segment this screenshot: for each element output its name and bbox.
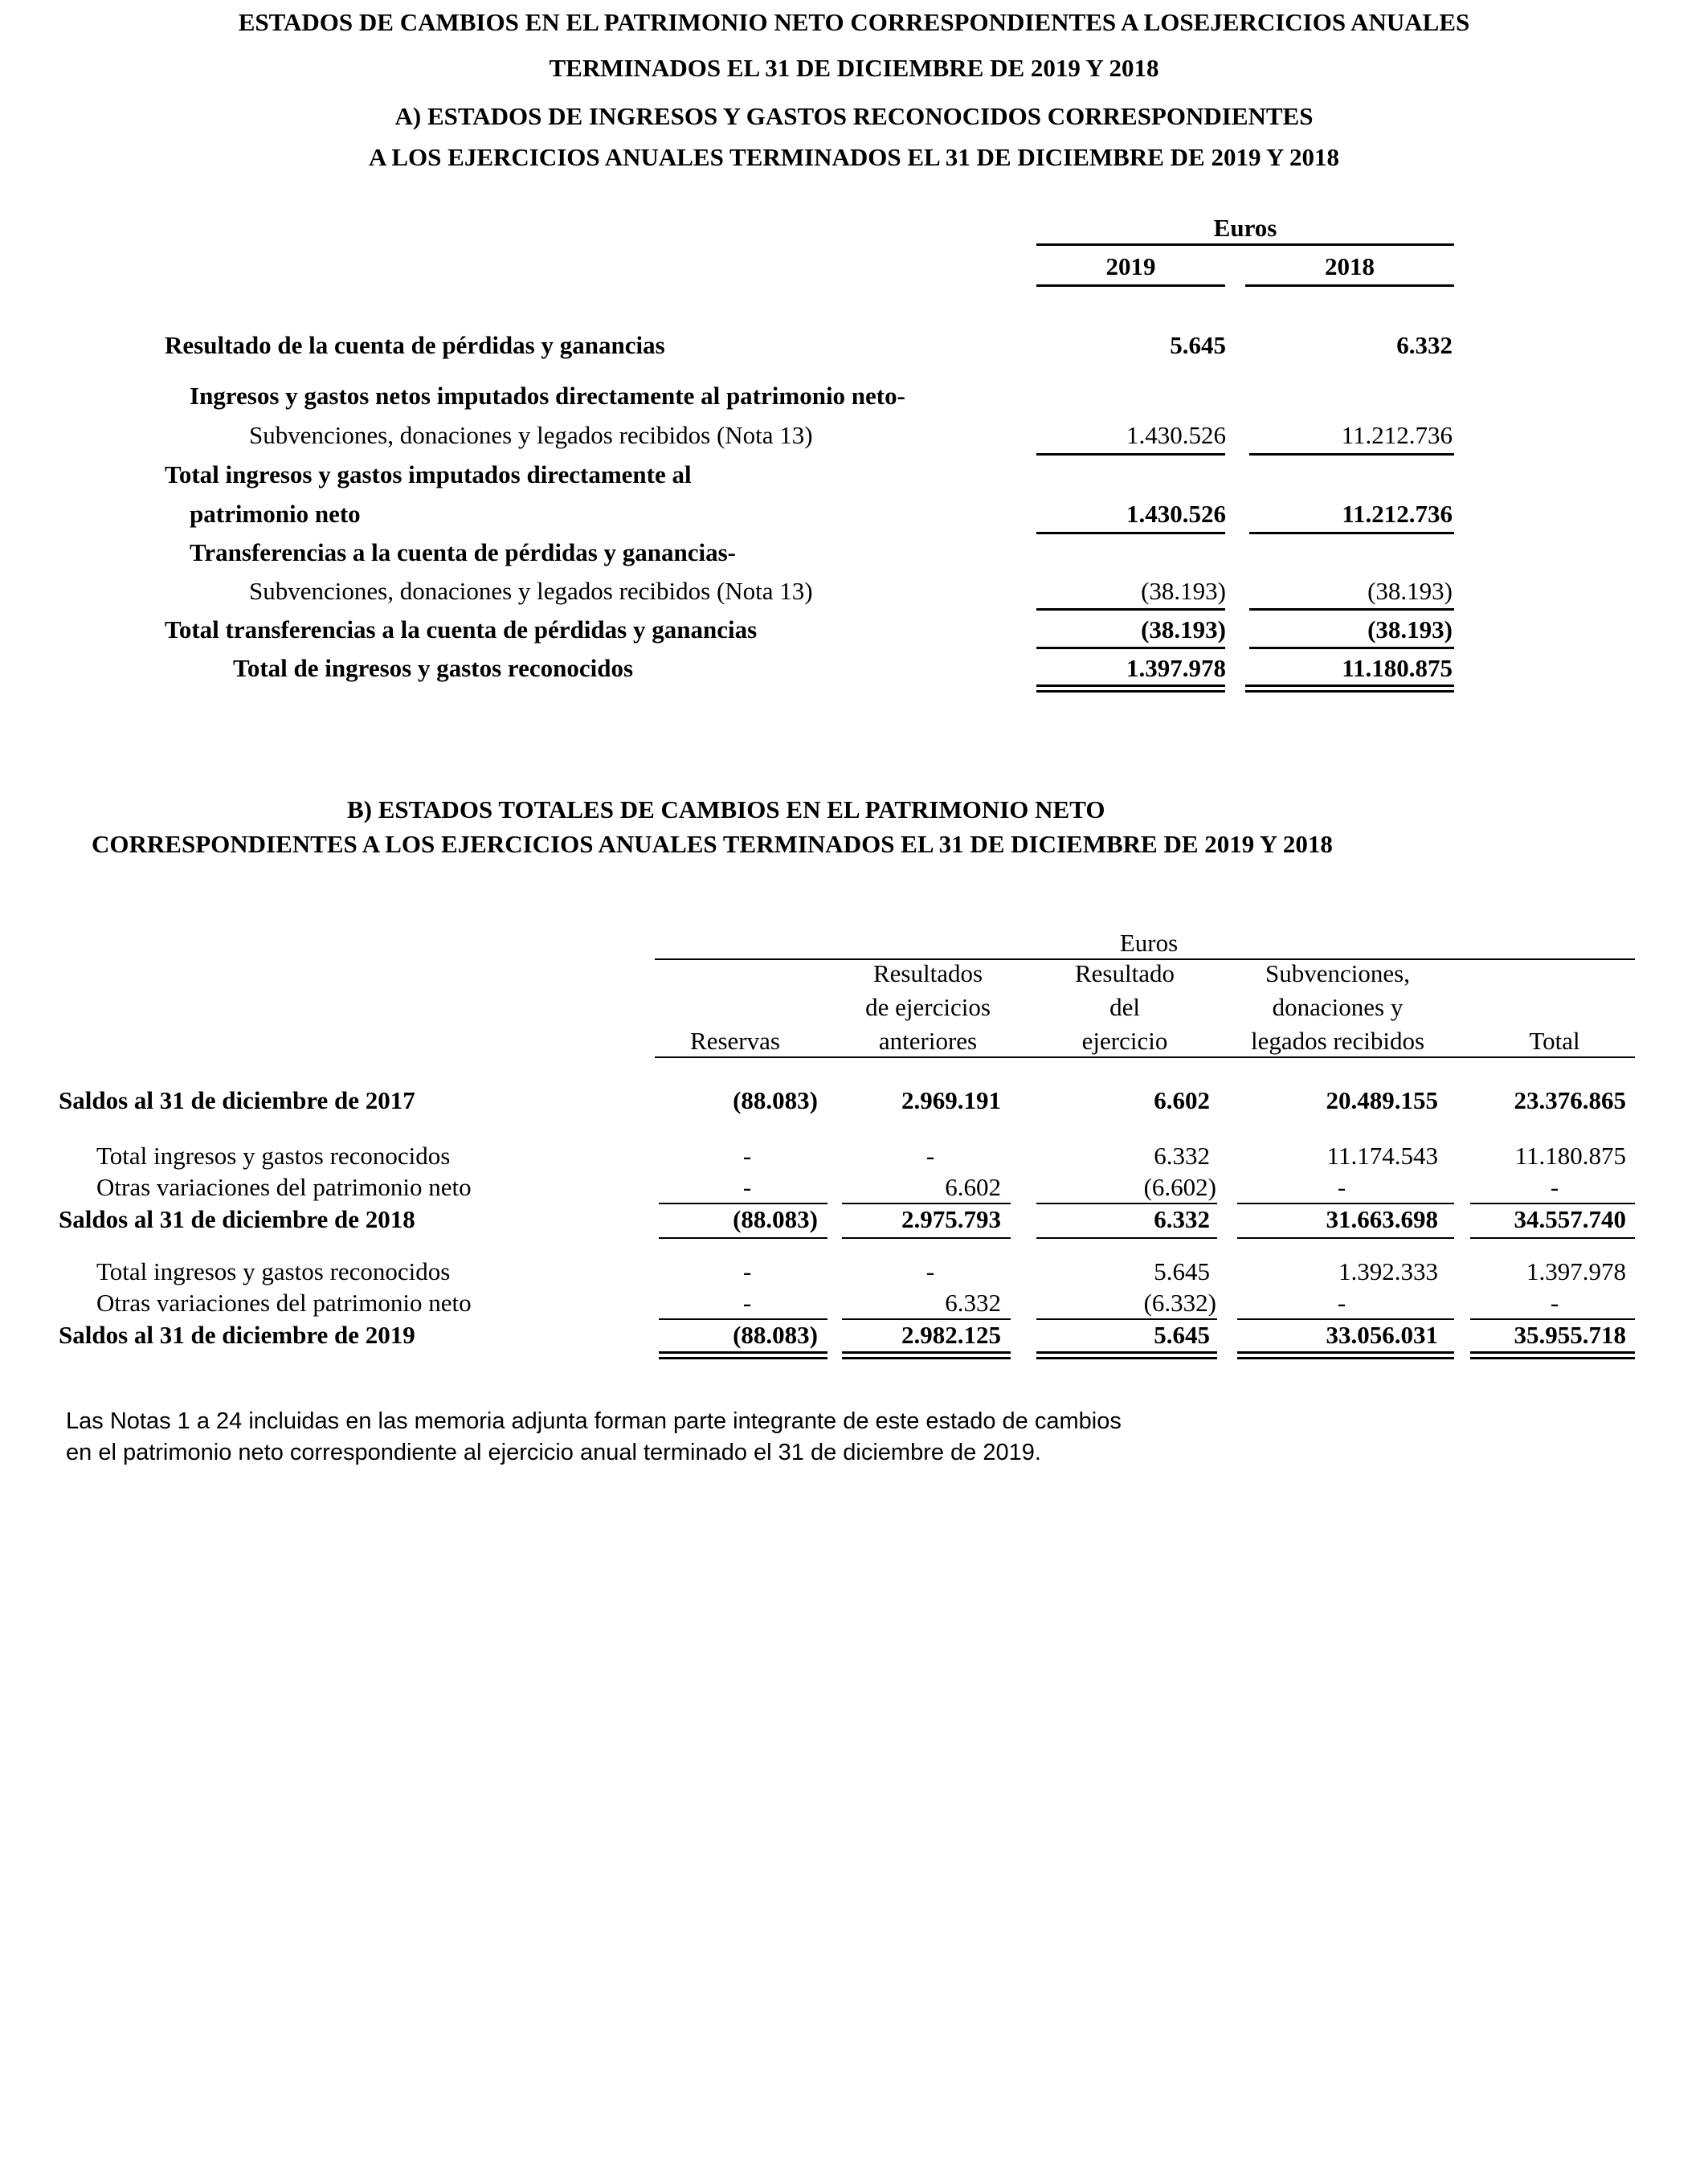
- cell-total: -: [1550, 1173, 1559, 1201]
- cell-subvenciones: 1.392.333: [1338, 1257, 1438, 1285]
- row-value-2019: (38.193): [1141, 577, 1226, 605]
- divider: [1237, 1203, 1454, 1204]
- divider: [1036, 532, 1225, 534]
- row-value-2019: (38.193): [1141, 615, 1226, 644]
- row-label: Ingresos y gastos netos imputados directamente al patrimonio neto-: [190, 382, 905, 410]
- row-label: Subvenciones, donaciones y legados recibidos (Nota 13): [249, 577, 813, 605]
- divider: [659, 1237, 827, 1239]
- col-header-subvenciones: Subvenciones,: [1265, 959, 1410, 987]
- divider: [1036, 1203, 1217, 1204]
- col-header-resultados-anteriores: Resultados: [872, 959, 983, 987]
- footnote-line-1: Las Notas 1 a 24 incluidas en las memoria adjunta forman parte integrante de este estado de cambios: [66, 1408, 1122, 1434]
- cell-subvenciones: 11.174.543: [1326, 1142, 1438, 1170]
- cell-resultados-anteriores: 2.969.191: [901, 1086, 1001, 1114]
- title-line-3: A) ESTADOS DE INGRESOS Y GASTOS RECONOCIDOS CORRESPONDIENTES: [394, 102, 1314, 130]
- row-value-2019: 1.430.526: [1126, 500, 1226, 528]
- row-value-2019: 1.430.526: [1126, 421, 1226, 449]
- row-value-2019: 5.645: [1170, 331, 1226, 359]
- divider: [1249, 647, 1454, 649]
- cell-total: 35.955.718: [1514, 1321, 1626, 1349]
- row-label: Saldos al 31 de diciembre de 2019: [59, 1321, 415, 1349]
- row-label: Saldos al 31 de diciembre de 2018: [59, 1205, 415, 1233]
- col-header-resultado-ejercicio: ejercicio: [1081, 1027, 1168, 1055]
- divider: [1036, 284, 1225, 287]
- divider: [1249, 532, 1454, 534]
- row-value-2018: 11.212.736: [1341, 421, 1453, 449]
- col-header-resultados-anteriores: anteriores: [878, 1027, 978, 1055]
- row-label: Otras variaciones del patrimonio neto: [96, 1289, 472, 1317]
- divider: [842, 1318, 1011, 1320]
- divider: [1036, 608, 1225, 611]
- cell-subvenciones: 33.056.031: [1326, 1321, 1438, 1349]
- divider: [1249, 453, 1454, 456]
- title-line-4: A LOS EJERCICIOS ANUALES TERMINADOS EL 31 DE DICIEMBRE DE 2019 Y 2018: [368, 143, 1340, 171]
- cell-resultados-anteriores: -: [926, 1257, 935, 1285]
- cell-resultado-ejercicio: 5.645: [1154, 1321, 1210, 1349]
- double-underline: [1237, 1351, 1454, 1359]
- section-a-currency: Euros: [1213, 214, 1277, 242]
- row-value-2018: 6.332: [1396, 331, 1453, 359]
- cell-subvenciones: 31.663.698: [1326, 1205, 1438, 1233]
- row-label: Total ingresos y gastos reconocidos: [96, 1142, 451, 1170]
- row-label: Subvenciones, donaciones y legados recibidos (Nota 13): [249, 421, 813, 449]
- col-header-subvenciones: donaciones y: [1272, 993, 1404, 1021]
- divider: [1237, 1318, 1454, 1320]
- section-b-currency: Euros: [1119, 929, 1179, 957]
- cell-total: 23.376.865: [1514, 1086, 1626, 1114]
- divider: [659, 1203, 827, 1204]
- row-label: Total ingresos y gastos reconocidos: [96, 1257, 451, 1285]
- divider: [1036, 243, 1454, 246]
- row-value-2018: (38.193): [1367, 577, 1453, 605]
- cell-reservas: (88.083): [733, 1205, 818, 1233]
- row-value-2018: 11.180.875: [1342, 654, 1453, 682]
- cell-resultado-ejercicio: 6.602: [1154, 1086, 1210, 1114]
- title-line-2: TERMINADOS EL 31 DE DICIEMBRE DE 2019 Y 2018: [549, 54, 1159, 82]
- divider: [1036, 1237, 1217, 1239]
- cell-reservas: -: [742, 1289, 752, 1317]
- cell-reservas: -: [742, 1173, 752, 1201]
- row-label: Total de ingresos y gastos reconocidos: [233, 654, 634, 682]
- divider: [1470, 1318, 1635, 1320]
- cell-subvenciones: 20.489.155: [1326, 1086, 1438, 1114]
- cell-total: 34.557.740: [1514, 1205, 1626, 1233]
- cell-resultados-anteriores: 2.975.793: [901, 1205, 1001, 1233]
- section-a-col-2019: 2019: [1105, 252, 1156, 280]
- divider: [1470, 1237, 1635, 1239]
- cell-reservas: (88.083): [733, 1086, 818, 1114]
- row-label: Total ingresos y gastos imputados directamente al: [165, 460, 692, 488]
- cell-resultado-ejercicio: 6.332: [1154, 1142, 1210, 1170]
- col-header-total: Total: [1529, 1027, 1580, 1055]
- divider: [1245, 284, 1454, 287]
- double-underline: [1470, 1351, 1635, 1359]
- double-underline: [1036, 1351, 1217, 1359]
- divider: [1249, 608, 1454, 611]
- row-label: patrimonio neto: [190, 500, 361, 528]
- row-value-2018: (38.193): [1367, 615, 1453, 644]
- footnote-line-2: en el patrimonio neto correspondiente al ejercicio anual terminado el 31 de diciembre de 2019.: [66, 1440, 1041, 1465]
- cell-resultado-ejercicio: 5.645: [1154, 1257, 1210, 1285]
- cell-subvenciones: -: [1337, 1173, 1346, 1201]
- double-underline: [659, 1351, 827, 1359]
- row-label: Transferencias a la cuenta de pérdidas y ganancias-: [190, 538, 737, 566]
- divider: [1470, 1203, 1635, 1204]
- double-underline: [842, 1351, 1011, 1359]
- row-label: Otras variaciones del patrimonio neto: [96, 1173, 472, 1201]
- divider: [1237, 1237, 1454, 1239]
- divider: [1036, 1318, 1217, 1320]
- double-underline: [1245, 684, 1454, 693]
- row-label: Saldos al 31 de diciembre de 2017: [59, 1086, 415, 1114]
- row-value-2019: 1.397.978: [1126, 654, 1226, 682]
- divider: [1036, 453, 1225, 456]
- col-header-reservas: Reservas: [690, 1027, 780, 1055]
- cell-resultados-anteriores: 2.982.125: [901, 1321, 1001, 1349]
- double-underline: [1036, 684, 1225, 693]
- cell-total: 1.397.978: [1526, 1257, 1626, 1285]
- section-a-col-2018: 2018: [1325, 252, 1375, 280]
- section-b-title-2: CORRESPONDIENTES A LOS EJERCICIOS ANUALES TERMINADOS EL 31 DE DICIEMBRE DE 2019 Y 2018: [92, 830, 1333, 858]
- cell-reservas: -: [742, 1257, 752, 1285]
- cell-subvenciones: -: [1337, 1289, 1346, 1317]
- cell-reservas: -: [742, 1142, 752, 1170]
- cell-resultado-ejercicio: (6.332): [1143, 1289, 1216, 1317]
- section-b-title-1: B) ESTADOS TOTALES DE CAMBIOS EN EL PATRIMONIO NETO: [347, 795, 1105, 823]
- col-header-resultado-ejercicio: Resultado: [1075, 959, 1175, 987]
- row-value-2018: 11.212.736: [1342, 500, 1453, 528]
- cell-resultados-anteriores: 6.332: [945, 1289, 1001, 1317]
- cell-resultados-anteriores: 6.602: [945, 1173, 1001, 1201]
- row-label: Resultado de la cuenta de pérdidas y ganancias: [165, 331, 665, 359]
- col-header-resultado-ejercicio: del: [1109, 993, 1140, 1021]
- cell-resultado-ejercicio: (6.602): [1143, 1173, 1216, 1201]
- cell-total: -: [1550, 1289, 1559, 1317]
- cell-total: 11.180.875: [1514, 1142, 1626, 1170]
- divider: [1036, 647, 1225, 649]
- cell-resultado-ejercicio: 6.332: [1154, 1205, 1210, 1233]
- divider: [842, 1203, 1011, 1204]
- row-label: Total transferencias a la cuenta de pérdidas y ganancias: [165, 615, 758, 644]
- title-line-1: ESTADOS DE CAMBIOS EN EL PATRIMONIO NETO CORRESPONDIENTES A LOSEJERCICIOS ANUALES: [238, 8, 1470, 36]
- divider: [842, 1237, 1011, 1239]
- cell-resultados-anteriores: -: [926, 1142, 935, 1170]
- divider: [659, 1318, 827, 1320]
- col-header-resultados-anteriores: de ejercicios: [865, 993, 991, 1021]
- divider: [655, 1056, 1635, 1058]
- cell-reservas: (88.083): [733, 1321, 818, 1349]
- col-header-subvenciones: legados recibidos: [1250, 1027, 1425, 1055]
